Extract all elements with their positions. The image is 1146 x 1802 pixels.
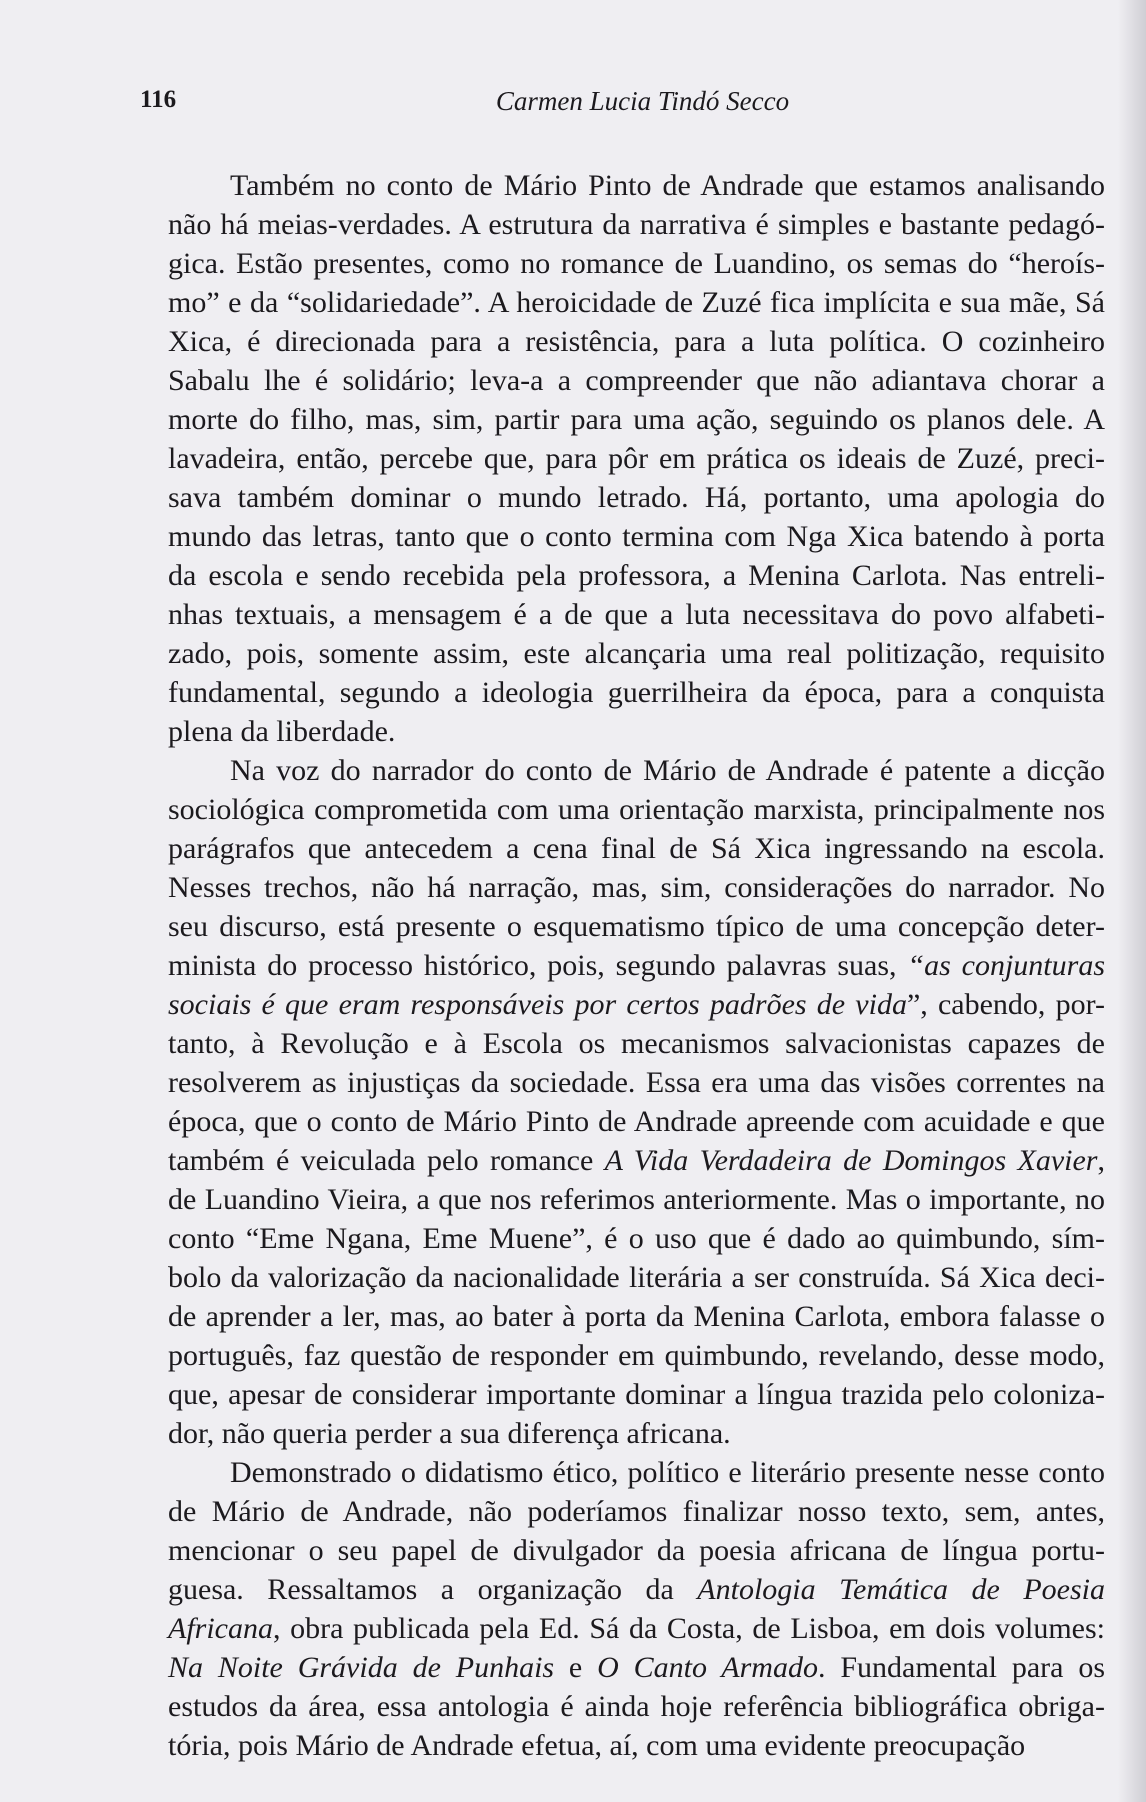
text-segment: de Mário de Andrade, não poderíamos finalizar nosso texto, sem, antes,	[168, 1495, 1105, 1528]
text-line	[168, 790, 1105, 829]
text-line	[168, 1375, 1105, 1414]
text-line	[168, 556, 1105, 595]
paragraph	[168, 166, 1105, 751]
text-line	[168, 361, 1105, 400]
text-segment: bolo da valorização da nacionalidade literária a ser construída. Sá Xica deci-	[168, 1261, 1105, 1294]
text-segment: sociológica comprometida com uma orientação marxista, principalmente nos	[168, 793, 1105, 826]
text-segment: Também no conto de Mário Pinto de Andrade que estamos analisando	[230, 169, 1105, 202]
text-segment: fundamental, segundo a ideologia guerrilheira da época, para a conquista	[168, 676, 1105, 709]
text-line	[168, 400, 1105, 439]
text-segment: Xica, é direcionada para a resistência, para a luta política. O cozinheiro	[168, 325, 1105, 358]
text-segment: minista do processo histórico, pois, segundo palavras suas,	[168, 949, 908, 982]
text-segment: ”, cabendo, por-	[906, 988, 1105, 1021]
text-segment: guesa. Ressaltamos a organização da	[168, 1573, 698, 1606]
text-segment: dor, não queria perder a sua diferença africana.	[168, 1417, 731, 1450]
text-segment: e	[554, 1651, 598, 1684]
italic-text: sociais é que eram responsáveis por certos padrões de vida	[168, 988, 907, 1021]
text-line	[168, 1219, 1105, 1258]
text-segment: época, que o conto de Mário Pinto de Andrade apreende com acuidade e que	[168, 1105, 1105, 1138]
text-line	[168, 478, 1105, 517]
text-line	[168, 166, 1105, 205]
text-segment: Na voz do narrador do conto de Mário de Andrade é patente a dicção	[230, 754, 1105, 787]
text-line	[168, 1687, 1105, 1726]
text-line	[168, 673, 1105, 712]
text-segment: gica. Estão presentes, como no romance de Luandino, os semas do “heroís-	[168, 247, 1105, 280]
text-segment: resolverem as injustiças da sociedade. Essa era uma das visões correntes na	[168, 1066, 1105, 1099]
text-segment: que, apesar de considerar importante dominar a língua trazida pelo coloniza-	[168, 1378, 1105, 1411]
text-segment: Sabalu lhe é solidário; leva-a a compreender que não adiantava chorar a	[168, 364, 1105, 397]
paragraph	[168, 1453, 1105, 1765]
text-line	[168, 1180, 1105, 1219]
text-line	[168, 985, 1105, 1024]
text-line	[168, 595, 1105, 634]
text-segment: da escola e sendo recebida pela professora, a Menina Carlota. Nas entreli-	[168, 559, 1105, 592]
italic-text: Na Noite Grávida de Punhais	[168, 1651, 555, 1684]
text-segment: de Luandino Vieira, a que nos referimos anteriormente. Mas o importante, no	[168, 1183, 1105, 1216]
italic-text: Africana	[168, 1612, 273, 1645]
text-segment: mencionar o seu papel de divulgador da poesia africana de língua portu-	[168, 1534, 1105, 1567]
text-line	[168, 1531, 1105, 1570]
text-line	[168, 1141, 1105, 1180]
text-line	[168, 1102, 1105, 1141]
text-line	[168, 1609, 1105, 1648]
body-text	[168, 166, 1105, 1765]
italic-text: Antologia Temática de Poesia	[697, 1573, 1105, 1606]
page-number: 116	[140, 86, 177, 113]
text-line	[168, 1024, 1105, 1063]
text-line	[168, 205, 1105, 244]
text-line	[168, 1570, 1105, 1609]
text-line	[168, 1453, 1105, 1492]
text-segment: morte do filho, mas, sim, partir para uma ação, seguindo os planos dele. A	[168, 403, 1105, 436]
text-line	[168, 1336, 1105, 1375]
text-segment: português, faz questão de responder em quimbundo, revelando, desse modo,	[168, 1339, 1105, 1372]
text-segment: lavadeira, então, percebe que, para pôr em prática os ideais de Zuzé, preci-	[168, 442, 1105, 475]
text-line	[168, 712, 1105, 751]
paragraph	[168, 751, 1105, 1453]
text-segment: ,	[1097, 1144, 1105, 1177]
text-line	[168, 907, 1105, 946]
text-line	[168, 244, 1105, 283]
text-segment: também é veiculada pelo romance	[168, 1144, 605, 1177]
text-segment: nhas textuais, a mensagem é a de que a luta necessitava do povo alfabeti-	[168, 598, 1105, 631]
text-line	[168, 751, 1105, 790]
text-line	[168, 1726, 1105, 1765]
text-line	[168, 634, 1105, 673]
text-line	[168, 1492, 1105, 1531]
text-line	[168, 868, 1105, 907]
text-segment: não há meias-verdades. A estrutura da narrativa é simples e bastante pedagó-	[168, 208, 1105, 241]
running-header	[140, 86, 1105, 122]
text-segment: zado, pois, somente assim, este alcançaria uma real politização, requisito	[168, 637, 1105, 670]
running-title: Carmen Lucia Tindó Secco	[495, 86, 790, 116]
text-segment: tória, pois Mário de Andrade efetua, aí, com uma evidente preocupação	[168, 1729, 1026, 1762]
italic-text: A Vida Verdadeira de Domingos Xavier	[604, 1144, 1098, 1177]
text-line	[168, 1258, 1105, 1297]
text-segment: tanto, à Revolução e à Escola os mecanismos salvacionistas capazes de	[168, 1027, 1105, 1060]
text-segment: . Fundamental para os	[817, 1651, 1105, 1684]
text-line	[168, 1297, 1105, 1336]
text-segment: mundo das letras, tanto que o conto termina com Nga Xica batendo à porta	[168, 520, 1105, 553]
text-line	[168, 439, 1105, 478]
text-segment: Demonstrado o didatismo ético, político e literário presente nesse conto	[230, 1456, 1105, 1489]
text-segment: Nesses trechos, não há narração, mas, sim, considerações do narrador. No	[168, 871, 1105, 904]
text-segment: de aprender a ler, mas, ao bater à porta da Menina Carlota, embora falasse o	[168, 1300, 1105, 1333]
italic-text: O Canto Armado	[597, 1651, 818, 1684]
text-segment: conto “Eme Ngana, Eme Muene”, é o uso que é dado ao quimbundo, sím-	[168, 1222, 1105, 1255]
text-line	[168, 1063, 1105, 1102]
text-segment: parágrafos que antecedem a cena final de Sá Xica ingressando na escola.	[168, 832, 1105, 865]
page-edge-shadow	[1118, 0, 1146, 1802]
text-line	[168, 517, 1105, 556]
text-segment: mo” e da “solidariedade”. A heroicidade de Zuzé fica implícita e sua mãe, Sá	[168, 286, 1105, 319]
italic-text: “as conjunturas	[907, 949, 1105, 982]
text-line	[168, 1648, 1105, 1687]
text-segment: estudos da área, essa antologia é ainda hoje referência bibliográfica obriga-	[168, 1690, 1105, 1723]
text-segment: sava também dominar o mundo letrado. Há, portanto, uma apologia do	[168, 481, 1105, 514]
text-line	[168, 1414, 1105, 1453]
text-line	[168, 322, 1105, 361]
text-segment: plena da liberdade.	[168, 715, 396, 748]
text-line	[168, 283, 1105, 322]
text-line	[168, 829, 1105, 868]
text-line	[168, 946, 1105, 985]
text-segment: , obra publicada pela Ed. Sá da Costa, de Lisboa, em dois volumes:	[273, 1612, 1105, 1645]
text-segment: seu discurso, está presente o esquematismo típico de uma concepção deter-	[168, 910, 1105, 943]
